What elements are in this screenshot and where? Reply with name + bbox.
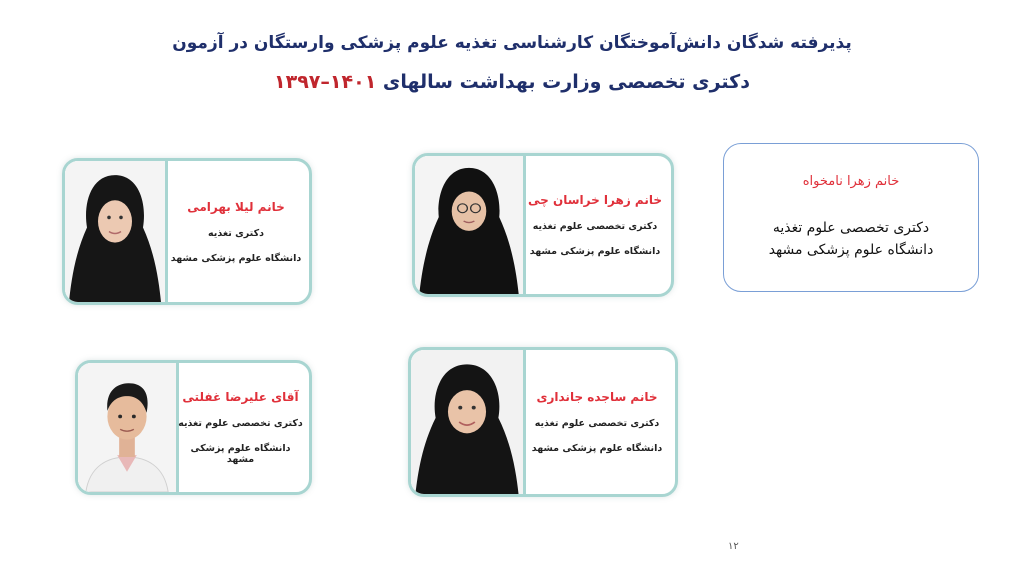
card-university: دانشگاه علوم پزشکی مشهد bbox=[170, 252, 302, 264]
page-number: ۱۲ bbox=[728, 541, 739, 552]
page-title-line2 bbox=[0, 71, 1024, 93]
portrait-man-icon bbox=[78, 363, 176, 492]
portrait-photo bbox=[411, 350, 526, 494]
portrait-woman-hijab-icon bbox=[411, 350, 523, 494]
portrait-woman-hijab-icon bbox=[65, 161, 165, 302]
card-name: خانم زهرا خراسان چی bbox=[528, 193, 662, 207]
card-leila-bahrami bbox=[62, 158, 312, 305]
card-degree: دکتری تخصصی علوم تغذیه bbox=[772, 220, 930, 236]
card-degree: دکتری تخصصی علوم تغذیه bbox=[532, 221, 658, 232]
card-name: خانم ساجده جانداری bbox=[536, 390, 658, 404]
page-title-line1: پذیرفته شدگان دانش‌آموختگان کارشناسی تغذیه علوم پزشکی وارستگان در آزمون bbox=[172, 33, 852, 53]
portrait-woman-hijab-icon bbox=[415, 156, 523, 294]
card-name: آقای علیرضا غفلتی bbox=[182, 390, 299, 404]
portrait-photo bbox=[65, 161, 168, 302]
card-sajedeh-jandari bbox=[408, 347, 678, 497]
card-name: خانم لیلا بهرامی bbox=[187, 199, 285, 214]
portrait-photo bbox=[415, 156, 526, 294]
card-university: دانشگاه علوم پزشکی مشهد bbox=[768, 242, 934, 258]
card-alireza-ghaflati bbox=[75, 360, 312, 495]
card-degree: دکتری تخصصی علوم تغذیه bbox=[178, 418, 303, 429]
card-degree: دکتری تغذیه bbox=[208, 227, 264, 239]
card-degree: دکتری تخصصی علوم تغذیه bbox=[534, 418, 660, 429]
card-university: دانشگاه علوم پزشکی مشهد bbox=[529, 246, 661, 257]
card-name: خانم زهرا نامخواه bbox=[802, 174, 900, 189]
title-line2-text: دکتری تخصصی وزارت بهداشت سالهای bbox=[382, 71, 750, 93]
portrait-photo bbox=[78, 363, 179, 492]
title-years: ۱۴۰۱–۱۳۹۷ bbox=[274, 71, 377, 93]
card-zahra-namkhah bbox=[723, 143, 979, 292]
card-zahra-khorasanchi bbox=[412, 153, 674, 297]
card-university: دانشگاه علوم پزشکی مشهد bbox=[531, 443, 663, 454]
card-university: دانشگاه علوم پزشکی مشهد bbox=[190, 443, 291, 465]
